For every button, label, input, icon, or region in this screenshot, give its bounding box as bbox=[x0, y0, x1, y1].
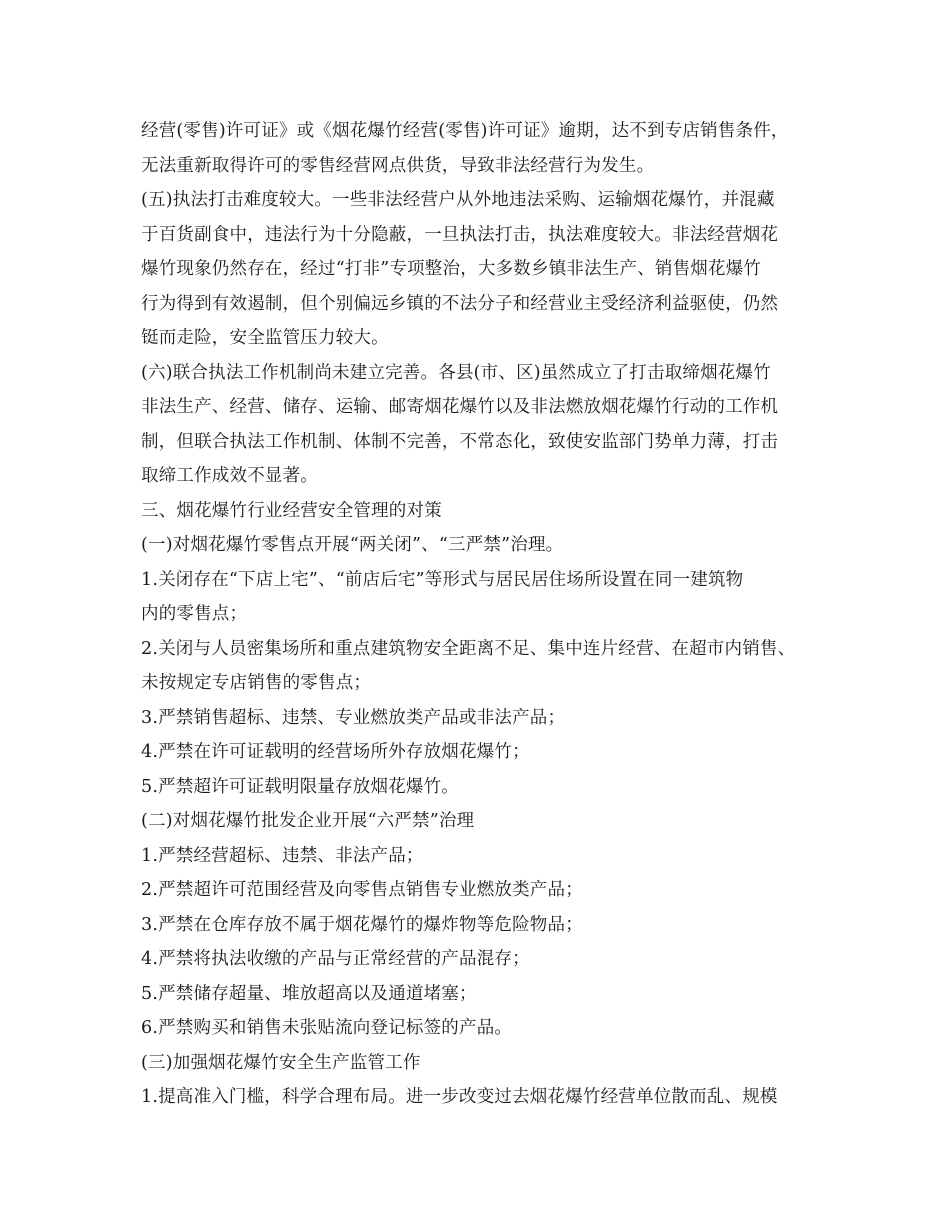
text-line: 制，但联合执法工作机制、体制不完善，不常态化，致使安监部门势单力薄，打击 bbox=[141, 431, 779, 452]
list-item: 4.严禁在许可证载明的经营场所外存放烟花爆竹； bbox=[141, 742, 530, 762]
text-line: 铤而走险，安全监管压力较大。 bbox=[141, 328, 389, 348]
list-item: 2.关闭与人员密集场所和重点建筑物安全距离不足、集中连片经营、在超市内销售、 bbox=[141, 638, 796, 659]
text-line: 爆竹现象仍然存在，经过“打非”专项整治，大多数乡镇非法生产、销售烟花爆竹 bbox=[141, 259, 762, 279]
list-item: 3.严禁在仓库存放不属于烟花爆竹的爆炸物等危险物品； bbox=[141, 914, 583, 935]
list-item: 2.严禁超许可范围经营及向零售点销售专业燃放类产品； bbox=[141, 880, 583, 900]
paragraph-heading-6: (六)联合执法工作机制尚未建立完善。各县(市、区)虽然成立了打击取缔烟花爆竹 bbox=[141, 362, 771, 383]
text-line: 于百货副食中，违法行为十分隐蔽，一旦执法打击，执法难度较大。非法经营烟花 bbox=[141, 224, 779, 245]
list-item: 5.严禁超许可证载明限量存放烟花爆竹。 bbox=[141, 776, 459, 797]
list-item: 1.关闭存在“下店上宅”、“前店后宅”等形式与居民居住场所设置在同一建筑物 bbox=[141, 569, 744, 590]
text-line: 行为得到有效遏制，但个别偏远乡镇的不法分子和经营业主受经济利益驱使，仍然 bbox=[141, 293, 779, 314]
list-item: 3.严禁销售超标、违禁、专业燃放类产品或非法产品； bbox=[141, 707, 566, 728]
subsection-heading-3: (三)加强烟花爆竹安全生产监管工作 bbox=[141, 1052, 421, 1073]
list-item: 5.严禁储存超量、堆放超高以及通道堵塞； bbox=[141, 983, 477, 1004]
text-line: 取缔工作成效不显著。 bbox=[141, 466, 318, 486]
list-item: 4.严禁将执法收缴的产品与正常经营的产品混存； bbox=[141, 949, 530, 969]
paragraph-heading-5: (五)执法打击难度较大。一些非法经营户从外地违法采购、运输烟花爆竹，并混藏 bbox=[141, 190, 775, 210]
text-line: 无法重新取得许可的零售经营网点供货，导致非法经营行为发生。 bbox=[141, 155, 655, 176]
section-heading-3: 三、烟花爆竹行业经营安全管理的对策 bbox=[141, 500, 442, 521]
text-line: 非法生产、经营、储存、运输、邮寄烟花爆竹以及非法燃放烟花爆竹行动的工作机 bbox=[141, 397, 779, 417]
subsection-heading-2: (二)对烟花爆竹批发企业开展“六严禁”治理 bbox=[141, 811, 475, 831]
text-line: 内的零售点； bbox=[141, 604, 248, 624]
list-item: 1.严禁经营超标、违禁、非法产品； bbox=[141, 845, 424, 866]
document-body bbox=[141, 114, 831, 1115]
text-line: 未按规定专店销售的零售点； bbox=[141, 673, 372, 693]
list-item: 6.严禁购买和销售未张贴流向登记标签的产品。 bbox=[141, 1018, 513, 1038]
text-line: 经营(零售)许可证》或《烟花爆竹经营(零售)许可证》逾期，达不到专店销售条件， bbox=[141, 121, 789, 141]
list-item: 1.提高准入门槛，科学合理布局。进一步改变过去烟花爆竹经营单位散而乱、规模 bbox=[141, 1087, 778, 1107]
subsection-heading-1: (一)对烟花爆竹零售点开展“两关闭”、“三严禁”治理。 bbox=[141, 535, 564, 555]
